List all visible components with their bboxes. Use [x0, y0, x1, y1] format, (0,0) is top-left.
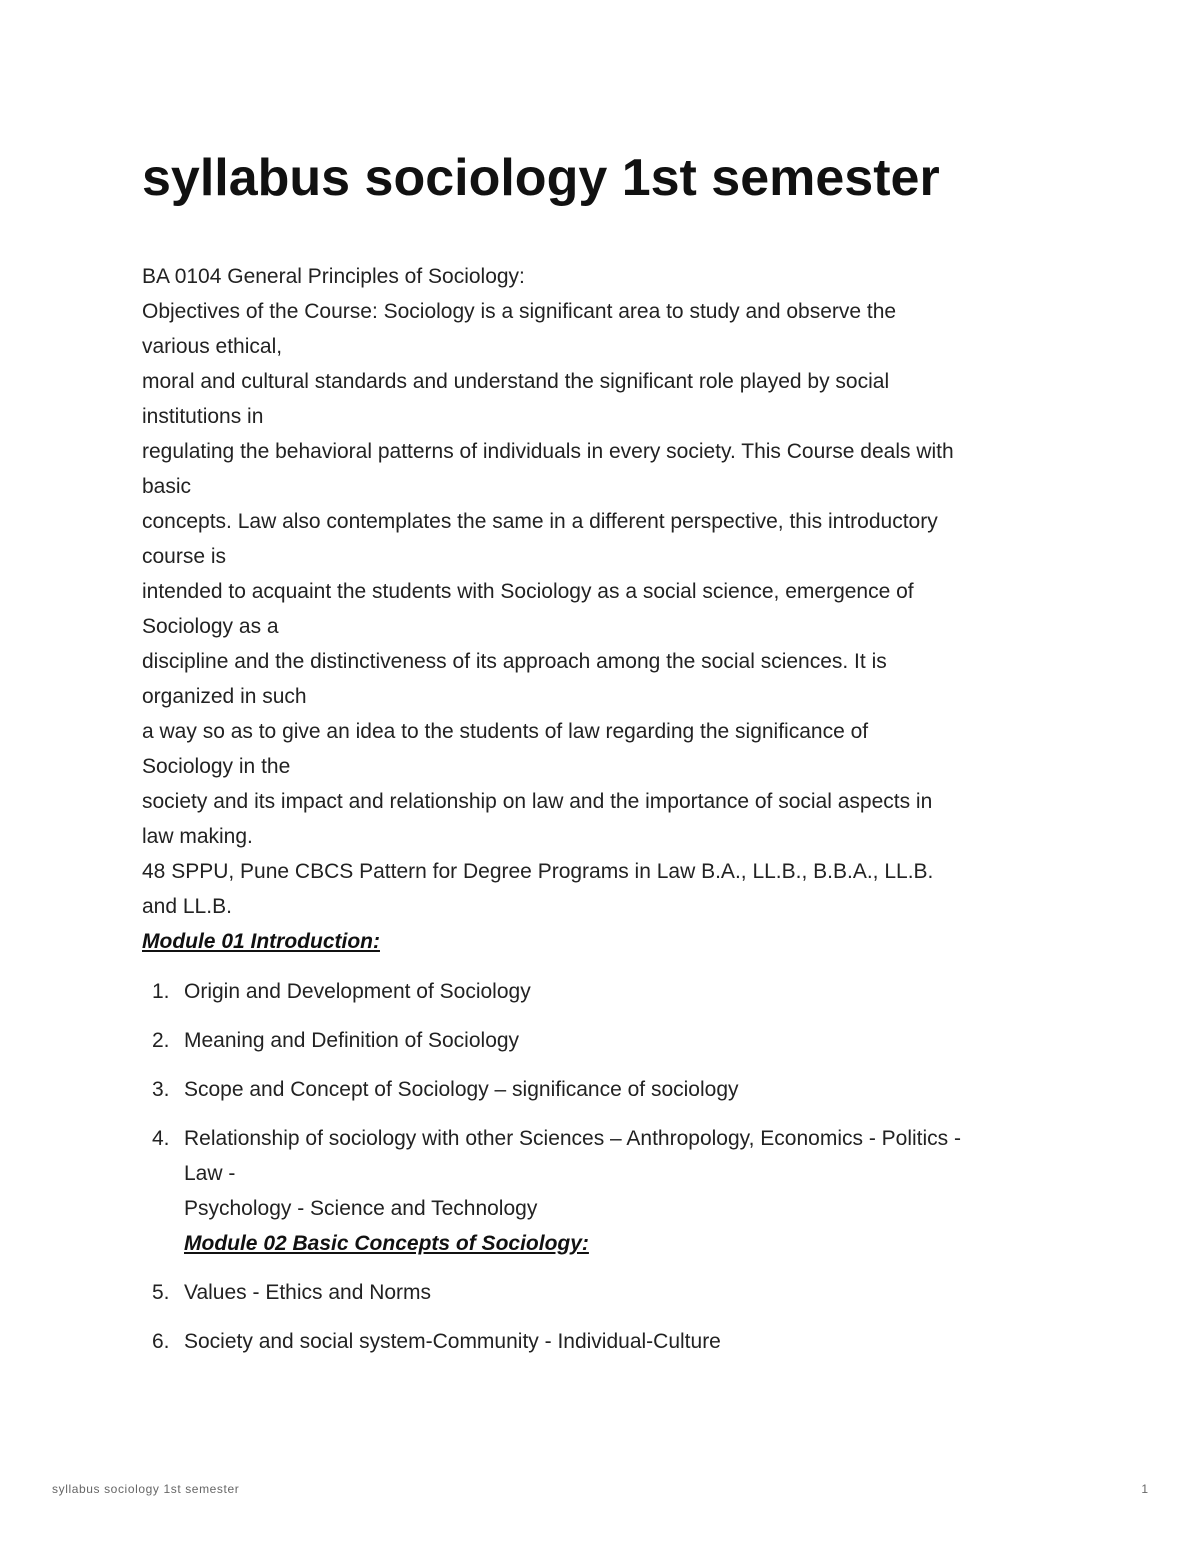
- intro-line: course is: [142, 545, 227, 568]
- intro-line: Sociology as a: [142, 615, 279, 638]
- footer-document-name: syllabus sociology 1st semester: [52, 1482, 240, 1496]
- list-item-text: Origin and Development of Sociology: [184, 980, 531, 1003]
- intro-line: 48 SPPU, Pune CBCS Pattern for Degree Programs in Law B.A., LL.B., B.B.A., LL.B.: [142, 860, 934, 883]
- list-item: [142, 974, 1062, 1009]
- intro-paragraph: [142, 259, 1062, 924]
- list-item: [142, 1023, 1062, 1058]
- list-item-number: 4.: [152, 1127, 170, 1150]
- intro-line: basic: [142, 475, 192, 498]
- intro-line: regulating the behavioral patterns of individuals in every society. This Course deals with: [142, 440, 954, 463]
- document-body: [142, 259, 1062, 1359]
- list-item-text: Scope and Concept of Sociology – significance of sociology: [184, 1078, 739, 1101]
- intro-line: law making.: [142, 825, 253, 848]
- list-item-text: Meaning and Definition of Sociology: [184, 1029, 520, 1052]
- module-01-heading: Module 01 Introduction:: [142, 930, 380, 953]
- intro-line: Objectives of the Course: Sociology is a significant area to study and observe the: [142, 300, 897, 323]
- intro-line: BA 0104 General Principles of Sociology:: [142, 265, 525, 288]
- intro-line: moral and cultural standards and understand the significant role played by social: [142, 370, 890, 393]
- list-item-text: Psychology - Science and Technology: [184, 1197, 538, 1220]
- intro-line: various ethical,: [142, 335, 283, 358]
- intro-line: Sociology in the: [142, 755, 291, 778]
- list-item: [142, 1121, 1062, 1261]
- intro-line: organized in such: [142, 685, 307, 708]
- module-01-list: [142, 974, 1062, 1359]
- intro-line: discipline and the distinctiveness of its approach among the social sciences. It is: [142, 650, 887, 673]
- module-02-heading: Module 02 Basic Concepts of Sociology:: [184, 1232, 589, 1255]
- intro-line: society and its impact and relationship on law and the importance of social aspects in: [142, 790, 933, 813]
- intro-line: a way so as to give an idea to the students of law regarding the significance of: [142, 720, 869, 743]
- intro-line: concepts. Law also contemplates the same in a different perspective, this introductory: [142, 510, 938, 533]
- intro-line: institutions in: [142, 405, 264, 428]
- intro-line: and LL.B.: [142, 895, 232, 918]
- footer-page-number: 1: [1141, 1482, 1148, 1496]
- intro-line: intended to acquaint the students with Sociology as a social science, emergence of: [142, 580, 914, 603]
- list-item-number: 6.: [152, 1330, 170, 1353]
- list-item-number: 1.: [152, 980, 170, 1003]
- list-item: [142, 1324, 1062, 1359]
- list-item-text: Relationship of sociology with other Sciences – Anthropology, Economics - Politics -: [184, 1127, 961, 1150]
- list-item-number: 3.: [152, 1078, 170, 1101]
- list-item-text: Law -: [184, 1162, 236, 1185]
- list-item: [142, 1072, 1062, 1107]
- document-title: syllabus sociology 1st semester: [142, 149, 940, 207]
- list-item-number: 2.: [152, 1029, 170, 1052]
- list-item-number: 5.: [152, 1281, 170, 1304]
- list-item-text: Society and social system-Community - Individual-Culture: [184, 1330, 721, 1353]
- list-item: [142, 1275, 1062, 1310]
- list-item-text: Values - Ethics and Norms: [184, 1281, 432, 1304]
